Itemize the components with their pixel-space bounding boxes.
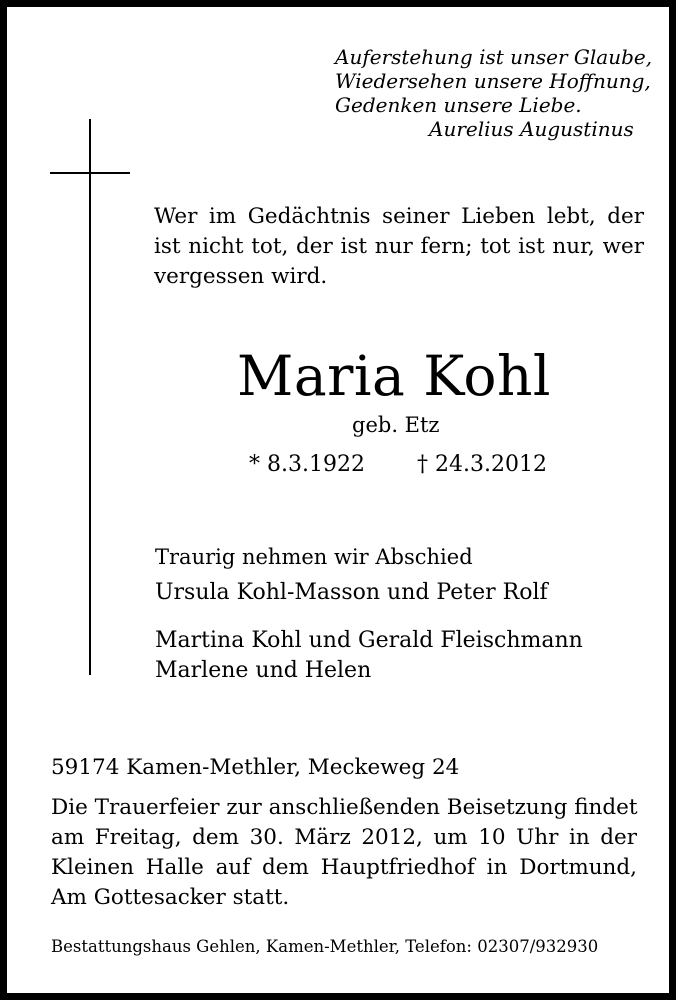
mourner-line: Ursula Kohl-Masson und Peter Rolf xyxy=(155,580,548,605)
funeral-details xyxy=(51,793,637,913)
motto-line: vergessen wird. xyxy=(154,264,328,289)
cross-horizontal-bar xyxy=(50,172,130,174)
motto-line: Wer im Gedächtnis seiner Lieben lebt, der xyxy=(154,204,644,229)
death-date: † 24.3.2012 xyxy=(417,452,547,477)
motto-line: ist nicht tot, der ist nur fern; tot ist nur, wer xyxy=(154,234,644,259)
quote-line: Gedenken unsere Liebe. xyxy=(335,93,582,117)
mourners-intro: Traurig nehmen wir Abschied xyxy=(155,545,473,569)
family-address: 59174 Kamen-Methler, Meckeweg 24 xyxy=(51,755,460,780)
deceased-name: Maria Kohl xyxy=(237,344,551,408)
mourner-line: Martina Kohl und Gerald Fleischmann xyxy=(155,628,583,653)
funeral-line: Am Gottesacker statt. xyxy=(51,885,290,910)
quote-line: Auferstehung ist unser Glaube, xyxy=(335,45,653,69)
memorial-motto xyxy=(154,202,644,292)
undertaker-info: Bestattungshaus Gehlen, Kamen-Methler, Telefon: 02307/932930 xyxy=(51,937,599,956)
funeral-line: Die Trauerfeier zur anschließenden Beisetzung findet xyxy=(51,795,638,820)
quote-block xyxy=(335,45,653,141)
maiden-name: geb. Etz xyxy=(352,413,440,437)
funeral-line: Kleinen Halle auf dem Hauptfriedhof in Dortmund, xyxy=(51,855,637,880)
birth-date: * 8.3.1922 xyxy=(249,452,365,477)
quote-line: Wiedersehen unsere Hoffnung, xyxy=(335,69,651,93)
quote-author: Aurelius Augustinus xyxy=(429,117,634,141)
mourner-line: Marlene und Helen xyxy=(155,658,372,683)
cross-vertical-bar xyxy=(89,119,91,675)
funeral-line: am Freitag, dem 30. März 2012, um 10 Uhr in der xyxy=(51,825,637,850)
